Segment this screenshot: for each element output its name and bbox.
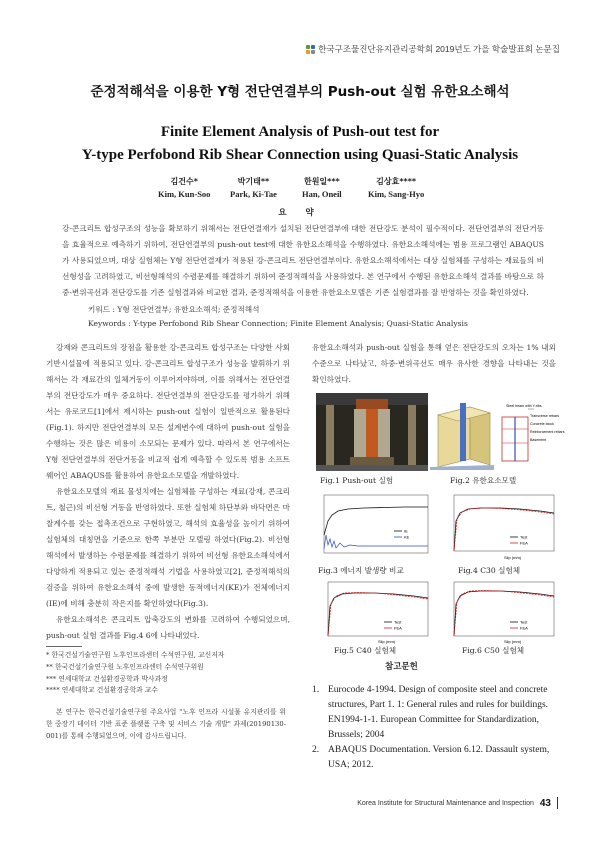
fig2-label-2: Transverse rebars xyxy=(530,414,560,418)
fig2-label-3: Concrete block xyxy=(530,422,554,426)
fig4-caption: Fig.4 C30 실험체 xyxy=(458,566,521,575)
fig4-legend-fea: FEA xyxy=(520,540,528,546)
footnote-4: **** 연세대학교 건설환경공학과 교수 xyxy=(46,686,158,695)
footnote-1: * 한국건설기술연구원 노후인프라센터 수석연구원, 교신저자 xyxy=(46,651,225,659)
footnote-2: ** 한국건설기술연구원 노후인프라센터 수석연구위원 xyxy=(46,662,204,671)
author-1-ko: 김건수* xyxy=(170,177,198,186)
body-right-paragraph: 유한요소해석과 push-out 실험을 통해 얻은 전단강도의 오차는 1% 내외 수준으로 나타났고, 하중-변위곡선도 매우 유사한 경향을 나타내는 것을 확인하였다. xyxy=(312,343,556,384)
fig6-c50-chart xyxy=(440,580,558,646)
body-paragraph-1: 강재와 콘크리트의 장점을 활용한 강-콘크리트 합성구조는 다양한 사회기반시설물에 적용되고 있다. 강-콘크리트 합성구조가 성능을 발휘하기 위해서는 각 재료간의 일체거동이 이루어져야하며, 이를 위해서는 전단연결부의 전단강도가 매우 중요하다. 전단연결부의 전단강도를 평가하기 위해서는 유로코드[1]에서 제시하는 push-out 실험이 일반적으로 활용된다(Fig.1). 하지만 전단연결부의 모든 설계변수에 대하여 push-out 실험을 수행하는 것은 많은 비용이 소모되는 문제가 있다. 따라서 본 연구에서는 Y형 전단연결부의 전단거동을 비교적 쉽게 예측할 수 있도록 범용 소프트웨어인 ABAQUS를 활용하여 유한요소모델을 개발하였다. xyxy=(46,343,290,480)
keywords xyxy=(88,303,548,330)
footer-institute: Korea Institute for Structural Maintenance and Inspection xyxy=(357,799,534,807)
fig2-label-1: Steel beam with Y-ribs xyxy=(506,404,542,408)
page-footer xyxy=(357,797,558,809)
author-3 xyxy=(302,176,342,199)
fig1-caption: Fig.1 Push-out 실험 xyxy=(320,476,394,485)
fig5-legend-test: Test xyxy=(394,619,402,625)
fig3-legend-ke: KE xyxy=(404,534,410,540)
fig4-legend-test: Test xyxy=(520,534,528,540)
author-2-ko: 박기태** xyxy=(237,177,270,186)
body-paragraph-3: 유한요소해석은 콘크리트 압축강도의 변화를 고려하여 수행되었으며, push-out 실험 결과를 Fig.4 6에 나타내었다. xyxy=(46,615,290,640)
paper-title-english xyxy=(0,121,600,167)
keywords-korean: 키워드 : Y형 전단연결부; 유한요소해석; 준정적해석 xyxy=(88,305,260,314)
reference-item xyxy=(312,743,552,773)
page-number: 43 xyxy=(539,797,551,809)
fig2-fe-model xyxy=(430,393,565,471)
fig2-label-5: Basement xyxy=(530,438,547,442)
body-right-column xyxy=(312,340,556,388)
footnotes xyxy=(46,650,286,743)
fig6-x-axis: Slip (mm) xyxy=(504,639,522,644)
footnote-rule xyxy=(46,646,82,647)
title-en-line-1: Finite Element Analysis of Push-out test for xyxy=(160,124,440,140)
reference-number: 1. xyxy=(312,685,320,695)
acknowledgement: 본 연구는 한국건설기술연구원 주요사업 "노후 인프라 시설물 유지관리를 위한 중장기 데이터 기반 표준 플랫폼 구축 및 서비스 기술 개발" 과제(20190130-001)를 통해 수행되었으며, 이에 감사드립니다. xyxy=(46,708,286,740)
author-3-en: Han, Oneil xyxy=(302,189,342,199)
fig3-energy-chart xyxy=(314,491,432,563)
conference-header xyxy=(306,43,560,55)
fig6-legend-fea: FEA xyxy=(520,625,528,631)
fig4-c30-chart xyxy=(440,491,558,563)
author-1-en: Kim, Kun-Soo xyxy=(158,189,211,199)
title-en-line-2: Y-type Perfobond Rib Shear Connection using Quasi-Static Analysis xyxy=(81,147,519,163)
abstract-heading: 요 약 xyxy=(278,208,322,218)
author-4-en: Kim, Sang-Hyo xyxy=(368,189,425,199)
fig3-caption: Fig.3 에너지 발생량 비교 xyxy=(318,566,404,575)
reference-text: Eurocode 4-1994. Design of composite steel and concrete structures, Part 1. 1: General rules and rules for buildings. EN1994-1-1. European Committee for Standardization, Brussels; 2004 xyxy=(328,685,549,740)
body-paragraph-2: 유한요소모델의 재료 물성치에는 실험체를 구성하는 재료(강재, 콘크리트, 철근)의 비선형 거동을 반영하였다. 또한 실험체 하단부와 바닥면은 마찰계수를 갖는 접촉조건으로 구현하였고, 해석의 효율성을 높이기 위하여 실험체의 대칭면을 기준으로 한쪽 부분만 모델링 하였다(Fig.2). 비선형 해석에서 발생하는 수렴문제를 해결하기 위하여 비선형 유한요소해석에서 다양하게 적용되고 있는 준정적해석 기법을 사용하였고[2], 준정적해석의 검증을 위하여 유한요소해석 중에 발생한 동적에너지(KE)가 전체에너지(IE)에 비해 충분히 작은지를 확인하였다(Fig.3). xyxy=(46,487,290,608)
fig5-c40-chart xyxy=(314,580,432,646)
author-4-ko: 김상효**** xyxy=(376,177,417,186)
fig6-caption: Fig.6 C50 실험체 xyxy=(462,646,525,655)
author-3-ko: 한원일*** xyxy=(303,177,340,186)
fig6-legend-test: Test xyxy=(520,619,528,625)
fig2-caption: Fig.2 유한요소모델 xyxy=(450,476,517,485)
author-2 xyxy=(230,176,277,199)
footer-divider xyxy=(557,797,558,809)
fig4-x-axis: Slip (mm) xyxy=(504,555,522,560)
conference-name: 한국구조물진단유지관리공학회 2019년도 가을 학술발표회 논문집 xyxy=(318,44,560,54)
fig1-pushout-photo xyxy=(316,393,428,471)
abstract-text: 강-콘크리트 합성구조의 성능을 확보하기 위해서는 전단연결재가 설치된 전단연결부에 대한 전단강도 분석이 필수적이다. 전단연결부의 전단거동을 효율적으로 예측하기 위하여, 전단연결부의 push-out test에 대한 유한요소해석을 수행하였다. 유한요소해석에는 범용 프로그램인 ABAQUS가 사용되었으며, 대상 실험체는 Y형 전단연결재가 적용된 강-콘크리트 전단연결부이다. 유한요소해석에서는 대상 실험체를 구성하는 재료들의 비선형성을 고려하였고, 비선형해석의 수렴문제를 해결하기 위하여 준정적해석을 사용하였다. 본 연구에서 수행된 유한요소해석 결과를 바탕으로 하중-변위곡선과 전단강도를 기존 실험결과와 비교한 결과, 준정적해석을 이용한 유한요소모델은 기존 실험결과를 잘 반영하는 것을 확인하였다. xyxy=(62,224,544,297)
body-left-column xyxy=(46,340,290,644)
fig2-label-4: Reinforcement rebars xyxy=(530,430,565,434)
reference-number: 2. xyxy=(312,745,320,755)
keywords-english: Keywords : Y-type Perfobond Rib Shear Connection; Finite Element Analysis; Quasi-Static Analysis xyxy=(88,318,468,328)
fig5-caption: Fig.5 C40 실험체 xyxy=(334,646,397,655)
society-logo-icon xyxy=(306,45,315,54)
author-4 xyxy=(368,176,424,199)
fig5-legend-fea: FEA xyxy=(394,625,402,631)
reference-text: ABAQUS Documentation. Version 6.12. Dassault system, USA; 2012. xyxy=(328,745,550,770)
references-heading: 참고문헌 xyxy=(385,662,418,672)
author-1 xyxy=(158,176,210,199)
references-list xyxy=(312,683,552,773)
fig5-x-axis: Slip (mm) xyxy=(378,639,396,644)
fig3-legend-ie: IE xyxy=(404,528,408,534)
paper-title-korean: 준정적해석을 이용한 Y형 전단연결부의 Push-out 실험 유한요소해석 xyxy=(90,84,510,100)
author-2-en: Park, Ki-Tae xyxy=(230,189,277,199)
footnote-3: *** 연세대학교 건설환경공학과 박사과정 xyxy=(46,674,168,683)
reference-item xyxy=(312,683,552,743)
